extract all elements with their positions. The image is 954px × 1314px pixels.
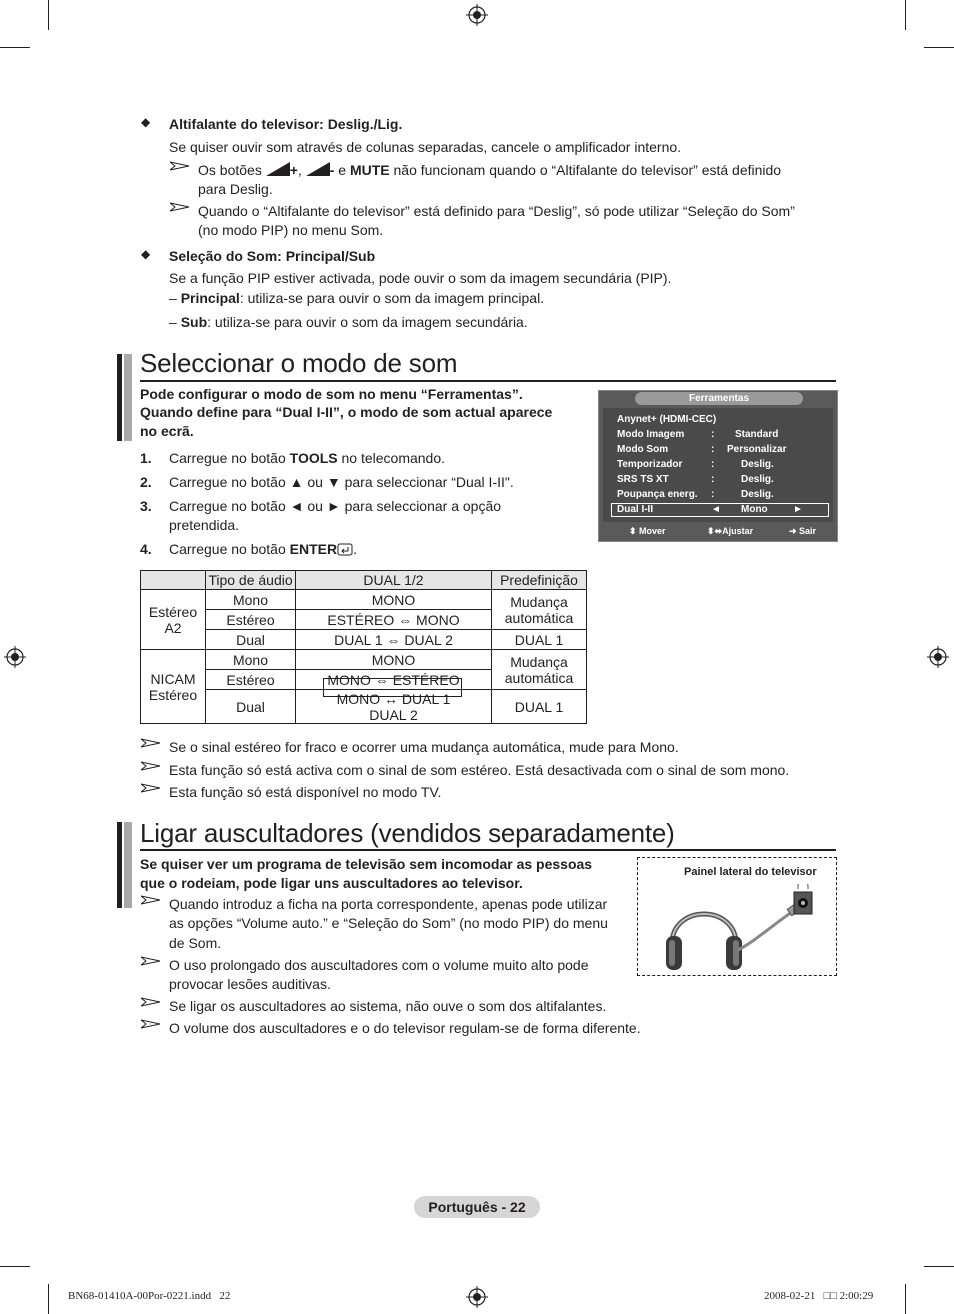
step-text-part: Carregue no botão [169,541,290,557]
menu-footer-label: Ajustar [722,526,754,536]
note-text [198,162,781,178]
menu-row-label: Modo Som [617,444,669,455]
note-text: de Som. [169,935,222,951]
dash-text: : utiliza-se para ouvir o som da imagem principal. [239,290,545,306]
note-text-part: Os botões [198,162,262,178]
note-text: O uso prolongado dos auscultadores com o volume muito alto pode [169,957,589,973]
group-label: Estéreo [148,686,198,703]
headphones-icon [664,884,834,972]
heading-bar [117,354,122,441]
note-arrow-icon [141,895,161,905]
menu-row-value: Mono [741,504,768,515]
dash-bold: Principal [180,290,240,306]
audio-type-table [140,570,587,724]
step-number: 4. [140,541,152,557]
crop-mark [905,1284,906,1314]
section-heading: Seleccionar o modo de som [140,348,458,378]
menu-footer-label: Sair [799,526,817,536]
note-text: Esta função só está activa com o sinal de som estéreo. Está desactivada com o sinal de som mono. [169,762,790,778]
note-text: as opções “Volume auto.” e “Seleção do Som” (no modo PIP) do menu [169,915,608,931]
step-text-part: Carregue no botão [169,450,290,466]
heading-rule [140,380,836,382]
intro-text: Pode configurar o modo de som no menu “Ferramentas”. [140,386,523,402]
paragraph: Se a função PIP estiver activada, pode ouvir o som da imagem secundária (PIP). [169,270,672,286]
comma: , [297,162,302,178]
print-slug-left: BN68-01410A-00Por-0221.indd 22 [68,1290,231,1302]
note-arrow-icon [141,1019,161,1029]
left-arrow-icon: ◄ [711,504,721,515]
table-cell: DUAL 1 [492,630,587,650]
step-number: 1. [140,450,152,466]
note-text: para Deslig. [198,181,273,197]
registration-mark-icon [466,1286,488,1308]
table-cell [492,590,587,630]
step-text-part: . [353,541,357,557]
bullet-title: Seleção do Som: Principal/Sub [169,248,376,264]
step-text [169,541,357,557]
registration-mark-icon [4,646,26,668]
menu-row-sep: : [711,489,715,500]
heading-bar [124,822,132,908]
menu-row [617,444,787,455]
minus-label: - [329,162,335,178]
menu-title-bar: Ferramentas [635,392,803,405]
menu-footer-item: ⬍ Mover [629,526,666,536]
step-text: Carregue no botão ▲ ou ▼ para seleccionar “Dual I-II". [169,474,514,490]
note-text: Quando introduz a ficha na porta correspondente, apenas pode utilizar [169,896,608,912]
table-cell: DUAL 1 [492,690,587,724]
note-arrow-icon [141,738,161,748]
plus-label: + [289,162,298,178]
note-text: O volume dos auscultadores e o do televisor regulam-se de forma diferente. [169,1020,641,1036]
table-cell: Dual [206,630,296,650]
step-key: TOOLS [289,450,338,466]
mute-label: MUTE [349,162,390,178]
menu-row-sep: : [711,459,715,470]
note-text-part: e [338,162,347,178]
heading-rule [140,849,836,851]
menu-footer-item: ⬍⬌Ajustar [707,526,754,536]
bullet-title: Altifalante do televisor: Deslig./Lig. [169,116,403,132]
intro-text: que o rodeiam, pode ligar uns auscultadores ao televisor. [140,875,523,891]
table-cell: MONO [296,650,492,670]
menu-row-sep: : [711,474,715,485]
note-text: Se ligar os auscultadores ao sistema, não ouve o som dos altifalantes. [169,998,607,1014]
note-arrow-icon [170,161,190,171]
note-text: Se o sinal estéreo for fraco e ocorrer uma mudança automática, mude para Mono. [169,739,679,755]
volume-up-icon [266,162,290,176]
table-cell: MONO ⇔ ESTÉREO [296,670,492,690]
menu-row [617,429,779,440]
step-number: 3. [140,498,152,514]
note-arrow-icon [141,997,161,1007]
table-row [141,630,587,650]
group-label: NICAM [150,670,196,687]
table-cell: Estéreo [206,610,296,630]
menu-row [617,504,803,515]
crop-mark [924,47,954,48]
table-overlay-box [323,678,462,697]
crop-mark [905,0,906,30]
crop-mark [0,1266,30,1267]
dash-item: – Sub: utiliza-se para ouvir o som da imagem secundária. [169,314,528,330]
heading-bar [124,354,132,441]
default-label: automática [504,609,574,626]
menu-row-value: Personalizar [727,444,787,455]
diamond-bullet-icon: ◆ [141,247,151,261]
note-text-part: não funcionam quando o “Altifalante do televisor” está definido [393,162,782,178]
note-arrow-icon [141,956,161,966]
cell-line: MONO ↔ DUAL 1 [336,690,451,707]
step-key: ENTER [289,541,338,557]
table-group-cell [141,590,206,650]
crop-mark [0,47,30,48]
menu-footer-item: ➜ Sair [789,526,817,536]
page-number-badge: Português - 22 [414,1196,540,1218]
paragraph: Se quiser ouvir som através de colunas separadas, cancele o amplificador interno. [169,139,682,155]
headphone-illustration-box [637,857,837,976]
crop-mark [48,1284,49,1314]
right-arrow-icon: ► [793,504,803,515]
table-cell: Mono [206,650,296,670]
menu-row-value: Deslig. [741,459,774,470]
table-header-cell: DUAL 1/2 [296,571,492,590]
crop-mark [924,1266,954,1267]
note-arrow-icon [170,202,190,212]
section-heading: Ligar auscultadores (vendidos separadamente) [140,818,675,848]
step-text: Carregue no botão ◄ ou ► para seleccionar a opção [169,498,502,514]
table-cell [492,650,587,690]
group-label: A2 [164,619,182,636]
dash-item: – Principal: utiliza-se para ouvir o som da imagem principal. [169,290,545,306]
note-arrow-icon [141,761,161,771]
enter-icon [337,543,353,556]
step-number: 2. [140,474,152,490]
menu-row-label: Temporizador [617,459,683,470]
step-text-part: no telecomando. [337,450,446,466]
crop-mark [48,0,49,30]
intro-text: Se quiser ver um programa de televisão sem incomodar as pessoas [140,856,593,872]
table-cell: Estéreo [206,670,296,690]
menu-row-label: Anynet+ (HDMI-CEC) [617,414,717,425]
diamond-bullet-icon: ◆ [141,115,151,129]
menu-footer-label: Mover [639,526,666,536]
note-arrow-icon [141,783,161,793]
registration-mark-icon [927,646,949,668]
volume-down-icon [306,162,330,176]
dash-bold: Sub [180,314,208,330]
menu-row-label: Modo Imagem [617,429,685,440]
menu-footer [603,525,833,538]
menu-row-value: Standard [735,429,779,440]
tools-menu-screenshot [598,390,838,542]
table-header-row [141,571,587,590]
table-cell: MONO [296,590,492,610]
menu-row [617,459,774,470]
table-cell: DUAL 1 ⇔ DUAL 2 [296,630,492,650]
note-text: Esta função só está disponível no modo TV. [169,784,442,800]
dash-text: : utiliza-se para ouvir o som da imagem secundária. [207,314,528,330]
table-row [141,650,587,670]
menu-row-sep: : [711,429,715,440]
menu-row-label: Poupança energ. [617,489,698,500]
menu-row-value: Deslig. [741,474,774,485]
table-header-cell: Tipo de áudio [206,571,296,590]
table-header-cell: Predefinição [492,571,587,590]
note-text: provocar lesões auditivas. [169,976,331,992]
table-group-cell [141,650,206,724]
menu-row [617,489,774,500]
group-label: Estéreo [148,603,198,620]
intro-text: no ecrã. [140,423,194,439]
registration-mark-icon [466,4,488,26]
table-cell: ESTÉREO ⇔ MONO [296,610,492,630]
intro-text: Quando define para “Dual I-II”, o modo de som actual aparece [140,404,553,420]
heading-bar [117,822,122,908]
table-cell: Mono [206,590,296,610]
step-text: pretendida. [169,517,240,533]
note-text: (no modo PIP) no menu Som. [198,222,384,238]
menu-row-label: SRS TS XT [617,474,669,485]
menu-row-sep: : [711,444,715,455]
cell-line: DUAL 2 [369,706,418,723]
print-slug-right: 2008-02-21 □□ 2:00:29 [764,1290,874,1302]
default-label: Mudança [510,593,568,610]
default-label: Mudança [510,653,568,670]
default-label: automática [504,669,574,686]
table-row [141,590,587,610]
table-header-cell [141,571,206,590]
step-text [169,450,445,466]
menu-row-value: Deslig. [741,489,774,500]
panel-label: Painel lateral do televisor [684,866,817,878]
note-text: Quando o “Altifalante do televisor” está definido para “Deslig”, só pode utilizar “Seleção do Som” [198,203,795,219]
menu-row [617,474,774,485]
table-cell: Dual [206,690,296,724]
menu-row [617,414,716,425]
menu-row-label: Dual I-II [617,504,654,515]
